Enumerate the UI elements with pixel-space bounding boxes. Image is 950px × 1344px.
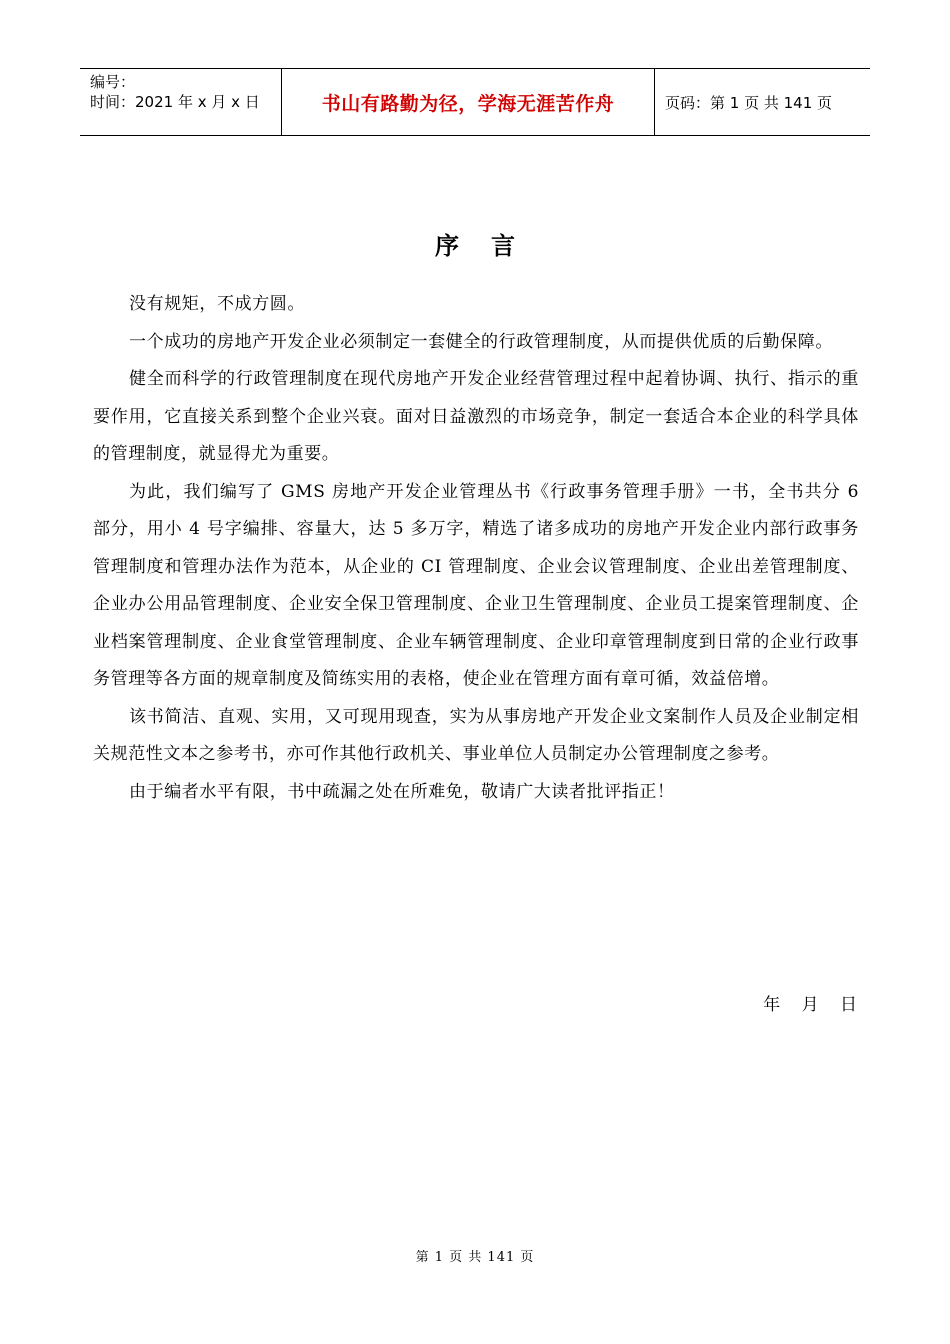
paragraph: 为此，我们编写了 GMS 房地产开发企业管理丛书《行政事务管理手册》一书，全书共分 6 部分，用小 4 号字编排、容量大，达 5 多万字，精选了诸多成功的房地产开发企业内部行政事务管理制度和管理办法作为范本，从企业的 CI 管理制度、企业会议管理制度、企业出差管理制度、企业办公用品管理制度、企业安全保卫管理制度、企业卫生管理制度、企业员工提案管理制度、企业档案管理制度、企业食堂管理制度、企业车辆管理制度、企业印章管理制度到日常的企业行政事务管理等各方面的规章制度及简练实用的表格，使企业在管理方面有章可循，效益倍增。 [93, 481, 859, 689]
preface-body [93, 286, 859, 811]
header-meta-cell [80, 69, 281, 135]
paragraph: 一个成功的房地产开发企业必须制定一套健全的行政管理制度，从而提供优质的后勤保障。 [129, 331, 833, 352]
header-page-info: 页码：第 1 页 共 141 页 [665, 93, 833, 112]
document-time-label: 时间：2021 年 x 月 x 日 [90, 93, 260, 111]
header-table [80, 68, 870, 136]
page-title: 序言 [435, 232, 547, 260]
paragraph: 没有规矩，不成方圆。 [129, 294, 305, 314]
paragraph: 该书简洁、直观、实用，又可现用现查，实为从事房地产开发企业文案制作人员及企业制定相关规范性文本之参考书，亦可作其他行政机关、事业单位人员制定办公管理制度之参考。 [93, 706, 859, 764]
document-number-label: 编号： [90, 73, 136, 91]
page-footer: 第 1 页 共 141 页 [415, 1250, 535, 1265]
paragraph: 健全而科学的行政管理制度在现代房地产开发企业经营管理过程中起着协调、执行、指示的重要作用，它直接关系到整个企业兴衰。面对日益激烈的市场竞争，制定一套适合本企业的科学具体的管理制度，就显得尤为重要。 [93, 369, 859, 464]
date-signature: 年 月 日 [763, 995, 858, 1015]
paragraph: 由于编者水平有限，书中疏漏之处在所难免，敬请广大读者批评指正！ [129, 781, 675, 802]
header-motto: 书山有路勤为径，学海无涯苦作舟 [281, 69, 655, 135]
